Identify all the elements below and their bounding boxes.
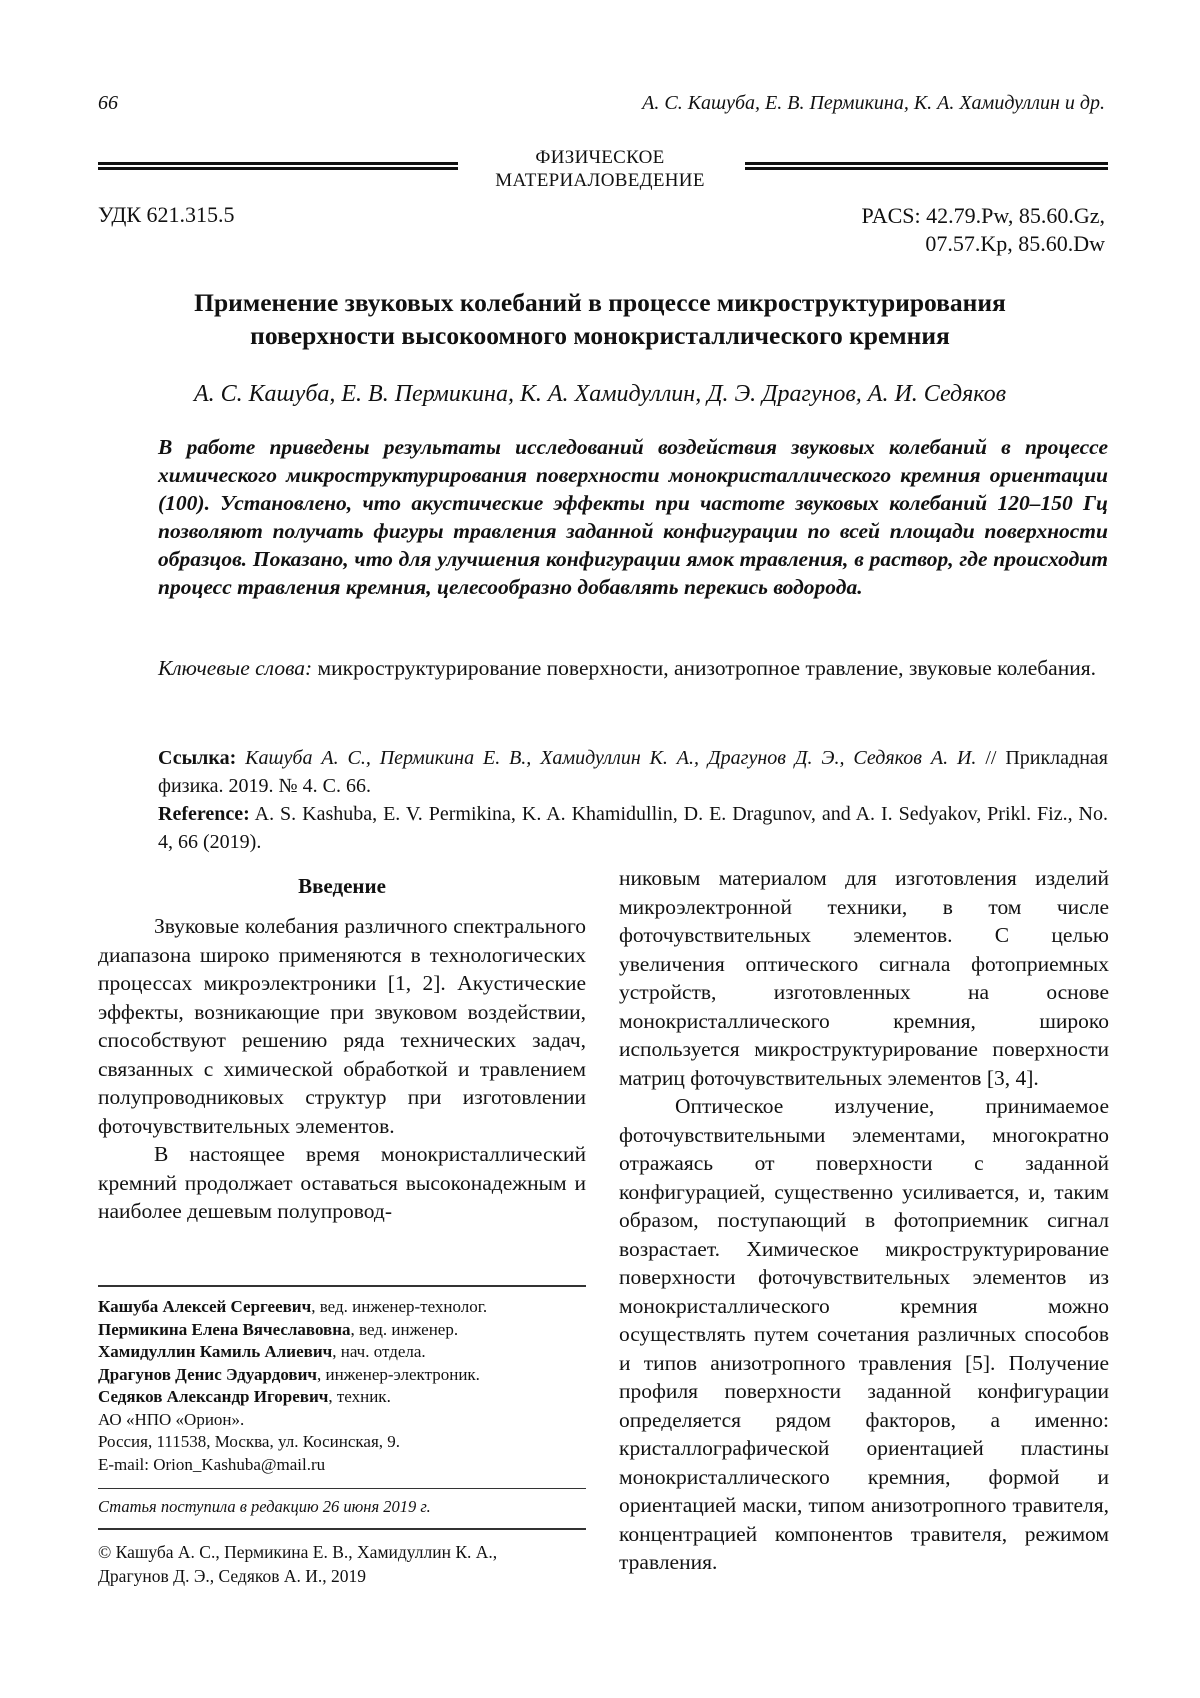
article-title-line1: Применение звуковых колебаний в процессе микроструктурирования [0, 286, 1200, 319]
intro-paragraph-2: В настоящее время монокристаллический кремний продолжает оставаться высоконадежным и наиболее дешевым полупровод- [98, 1140, 586, 1226]
citation-en [158, 800, 1108, 856]
footnote-author-1-name: Кашуба Алексей Сергеевич [98, 1297, 311, 1316]
pacs-line1: PACS: 42.79.Pw, 85.60.Gz, [862, 202, 1105, 230]
article-title [0, 286, 1200, 352]
footnote-email: E-mail: Orion_Kashuba@mail.ru [98, 1454, 586, 1477]
intro-heading: Введение [98, 874, 586, 899]
page-number: 66 [98, 92, 118, 115]
footnote-author-1 [98, 1296, 586, 1319]
right-column-body [619, 864, 1109, 1577]
udk-code: УДК 621.315.5 [98, 202, 235, 228]
section-label-line1: ФИЗИЧЕСКОЕ [0, 146, 1200, 169]
copyright-line1: © Кашуба А. С., Пермикина Е. В., Хамидуллин К. А., [98, 1541, 586, 1565]
author-footnote [98, 1296, 586, 1476]
left-column-body [98, 912, 586, 1226]
section-label [0, 146, 1200, 192]
footnote-author-3-name: Хамидуллин Камиль Алиевич [98, 1342, 332, 1361]
citation-en-label: Reference: [158, 803, 250, 825]
article-authors: А. С. Кашуба, Е. В. Пермикина, К. А. Хамидуллин, Д. Э. Драгунов, А. И. Седяков [0, 381, 1200, 408]
article-title-line2: поверхности высокоомного монокристаллического кремния [0, 319, 1200, 352]
footnote-divider [98, 1285, 586, 1287]
pacs-line2: 07.57.Kp, 85.60.Dw [862, 230, 1105, 258]
received-date: Статья поступила в редакцию 26 июня 2019 г. [98, 1497, 586, 1517]
citation-ru-label: Ссылка: [158, 747, 236, 769]
footnote-organization: АО «НПО «Орион». [98, 1409, 586, 1432]
copyright-notice [98, 1541, 586, 1588]
footnote-address: Россия, 111538, Москва, ул. Косинская, 9. [98, 1431, 586, 1454]
right-paragraph-1: никовым материалом для изготовления изделий микроэлектронной техники, в том числе фоточувствительных элементов. С целью увеличения оптического сигнала фотоприемных устройств, изготовленных на основе монокристаллического кремния, широко используется микроструктурирование поверхности матриц фоточувствительных элементов [3, 4]. [619, 864, 1109, 1092]
footnote-author-2-name: Пермикина Елена Вячеславовна [98, 1320, 351, 1339]
footnote-author-3 [98, 1341, 586, 1364]
citation-ru-authors: Кашуба А. С., Пермикина Е. В., Хамидуллин К. А., Драгунов Д. Э., Седяков А. И. [236, 747, 976, 769]
keywords-label: Ключевые слова: [158, 656, 312, 680]
received-divider-bottom [98, 1528, 586, 1530]
intro-paragraph-1: Звуковые колебания различного спектрального диапазона широко применяются в технологических процессах микроэлектроники [1, 2]. Акустические эффекты, возникающие при звуковом воздействии, способствуют решению ряда технических задач, связанных с химической обработкой и травлением полупроводниковых структур при изготовлении фоточувствительных элементов. [98, 912, 586, 1140]
footnote-author-5-name: Седяков Александр Игоревич [98, 1387, 328, 1406]
pacs-codes [862, 202, 1105, 258]
right-paragraph-2: Оптическое излучение, принимаемое фоточувствительными элементами, многократно отражаясь от поверхности с заданной конфигурацией, существенно усиливается, и, таким образом, поступающий в фотоприемник сигнал возрастает. Химическое микроструктурирование поверхности фоточувствительных элементов из монокристаллического кремния можно осуществлять путем сочетания различных способов и типов анизотропного травления [5]. Получение профиля поверхности заданной конфигурации определяется рядом факторов, а именно: кристаллографической ориентацией пластины монокристаллического кремния, формой и ориентацией маски, типом анизотропного травителя, концентрацией компонентов травителя, режимом травления. [619, 1092, 1109, 1577]
footnote-author-4 [98, 1364, 586, 1387]
running-header-authors: А. С. Кашуба, Е. В. Пермикина, К. А. Хамидуллин и др. [642, 92, 1105, 115]
footnote-author-2 [98, 1319, 586, 1342]
footnote-author-1-role: , вед. инженер-технолог. [311, 1297, 487, 1316]
received-divider-top [98, 1488, 586, 1489]
citation-block [158, 744, 1108, 856]
footnote-author-4-role: , инженер-электроник. [317, 1365, 480, 1384]
footnote-author-5 [98, 1386, 586, 1409]
keywords [158, 654, 1108, 682]
citation-en-text: A. S. Kashuba, E. V. Permikina, K. A. Khamidullin, D. E. Dragunov, and A. I. Sedyakov, Prikl. Fiz., No. 4, 66 (2019). [158, 803, 1108, 853]
copyright-line2: Драгунов Д. Э., Седяков А. И., 2019 [98, 1565, 586, 1589]
abstract: В работе приведены результаты исследований воздействия звуковых колебаний в процессе химического микроструктурирования поверхности монокристаллического кремния ориентации (100). Установлено, что акустические эффекты при частоте звуковых колебаний 120–150 Гц позволяют получать фигуры травления заданной конфигурации по всей площади поверхности образцов. Показано, что для улучшения конфигурации ямок травления, в раствор, где происходит процесс травления кремния, целесообразно добавлять перекись водорода. [158, 433, 1108, 601]
footnote-author-5-role: , техник. [328, 1387, 390, 1406]
footnote-author-2-role: , вед. инженер. [351, 1320, 459, 1339]
citation-ru [158, 744, 1108, 800]
keywords-text: микроструктурирование поверхности, анизотропное травление, звуковые колебания. [312, 656, 1096, 680]
footnote-author-4-name: Драгунов Денис Эдуардович [98, 1365, 317, 1384]
footnote-author-3-role: , нач. отдела. [332, 1342, 425, 1361]
citation-ru-rest: // Прикладная физика. 2019. № 4. С. 66. [158, 747, 1108, 797]
section-label-line2: МАТЕРИАЛОВЕДЕНИЕ [0, 169, 1200, 192]
